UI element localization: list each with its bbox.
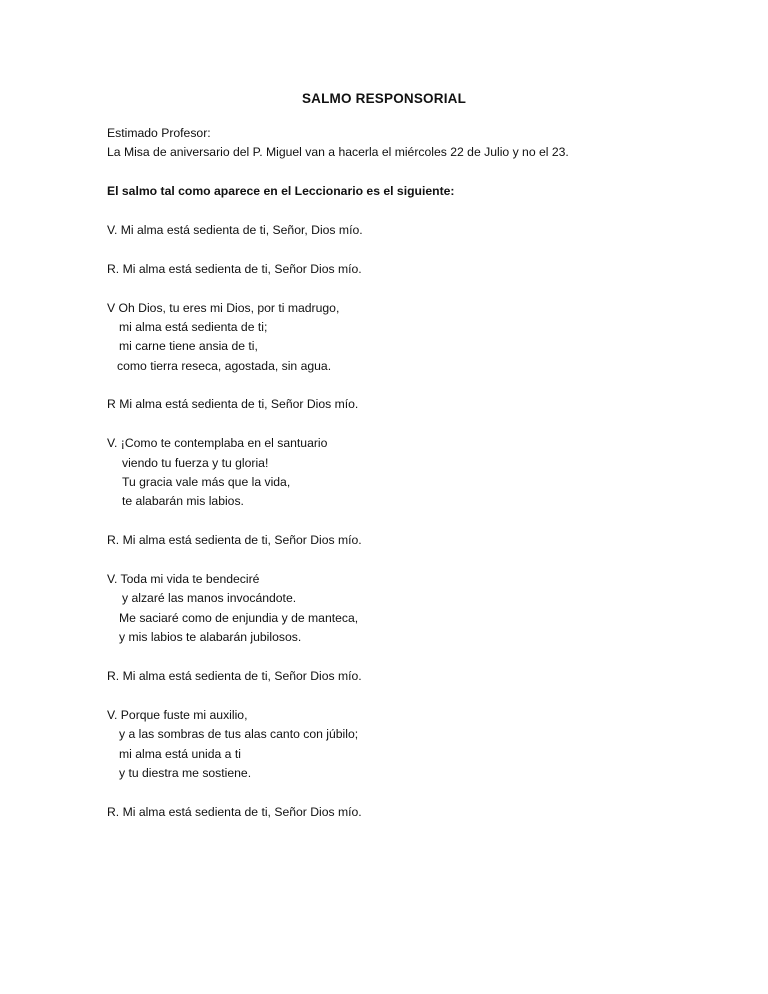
stanza-1-line-2: mi alma está sedienta de ti; [119, 319, 268, 334]
response-4: R. Mi alma está sedienta de ti, Señor Dios mío. [107, 804, 362, 819]
spacer [107, 376, 707, 395]
document-title: SALMO RESPONSORIAL [301, 91, 467, 106]
spacer [107, 686, 707, 705]
stanza-3-line-3: Me saciaré como de enjundia y de manteca, [119, 610, 359, 625]
document-body [107, 124, 707, 822]
spacer [107, 512, 707, 531]
response-1: R Mi alma está sedienta de ti, Señor Dios mío. [107, 397, 359, 412]
stanza-3-line-2: y alzaré las manos invocándote. [122, 591, 297, 606]
spacer [107, 240, 707, 259]
spacer [107, 163, 707, 182]
spacer [107, 551, 707, 570]
stanza-1-line-4: como tierra reseca, agostada, sin agua. [117, 358, 332, 373]
intro-paragraph: La Misa de aniversario del P. Miguel van a hacerla el miércoles 22 de Julio y no el 23. [107, 145, 569, 160]
stanza-4-line-4: y tu diestra me sostiene. [119, 765, 252, 780]
stanza-2-line-2: viendo tu fuerza y tu gloria! [122, 455, 269, 470]
lead-sentence: El salmo tal como aparece en el Leccionario es el siguiente: [107, 184, 455, 199]
spacer [107, 648, 707, 667]
response-opening: R. Mi alma está sedienta de ti, Señor Dios mío. [107, 261, 362, 276]
spacer [107, 415, 707, 434]
versicle-opening: V. Mi alma está sedienta de ti, Señor, Dios mío. [107, 222, 363, 237]
spacer [107, 783, 707, 802]
stanza-3-line-1: V. Toda mi vida te bendeciré [107, 571, 260, 586]
stanza-3-line-4: y mis labios te alabarán jubilosos. [119, 630, 302, 645]
response-3: R. Mi alma está sedienta de ti, Señor Dios mío. [107, 668, 362, 683]
response-2: R. Mi alma está sedienta de ti, Señor Dios mío. [107, 533, 362, 548]
spacer [107, 279, 707, 298]
stanza-4-line-2: y a las sombras de tus alas canto con júbilo; [119, 727, 359, 742]
stanza-2-line-1: V. ¡Como te contemplaba en el santuario [107, 436, 328, 451]
stanza-2-line-3: Tu gracia vale más que la vida, [122, 475, 291, 490]
greeting: Estimado Profesor: [107, 126, 211, 140]
stanza-4-line-1: V. Porque fuste mi auxilio, [107, 707, 248, 722]
stanza-4-line-3: mi alma está unida a ti [119, 746, 241, 761]
spacer [107, 202, 707, 221]
stanza-1-line-3: mi carne tiene ansia de ti, [119, 339, 258, 354]
stanza-2-line-4: te alabarán mis labios. [122, 494, 244, 509]
stanza-1-line-1: V Oh Dios, tu eres mi Dios, por ti madrugo, [107, 300, 340, 315]
